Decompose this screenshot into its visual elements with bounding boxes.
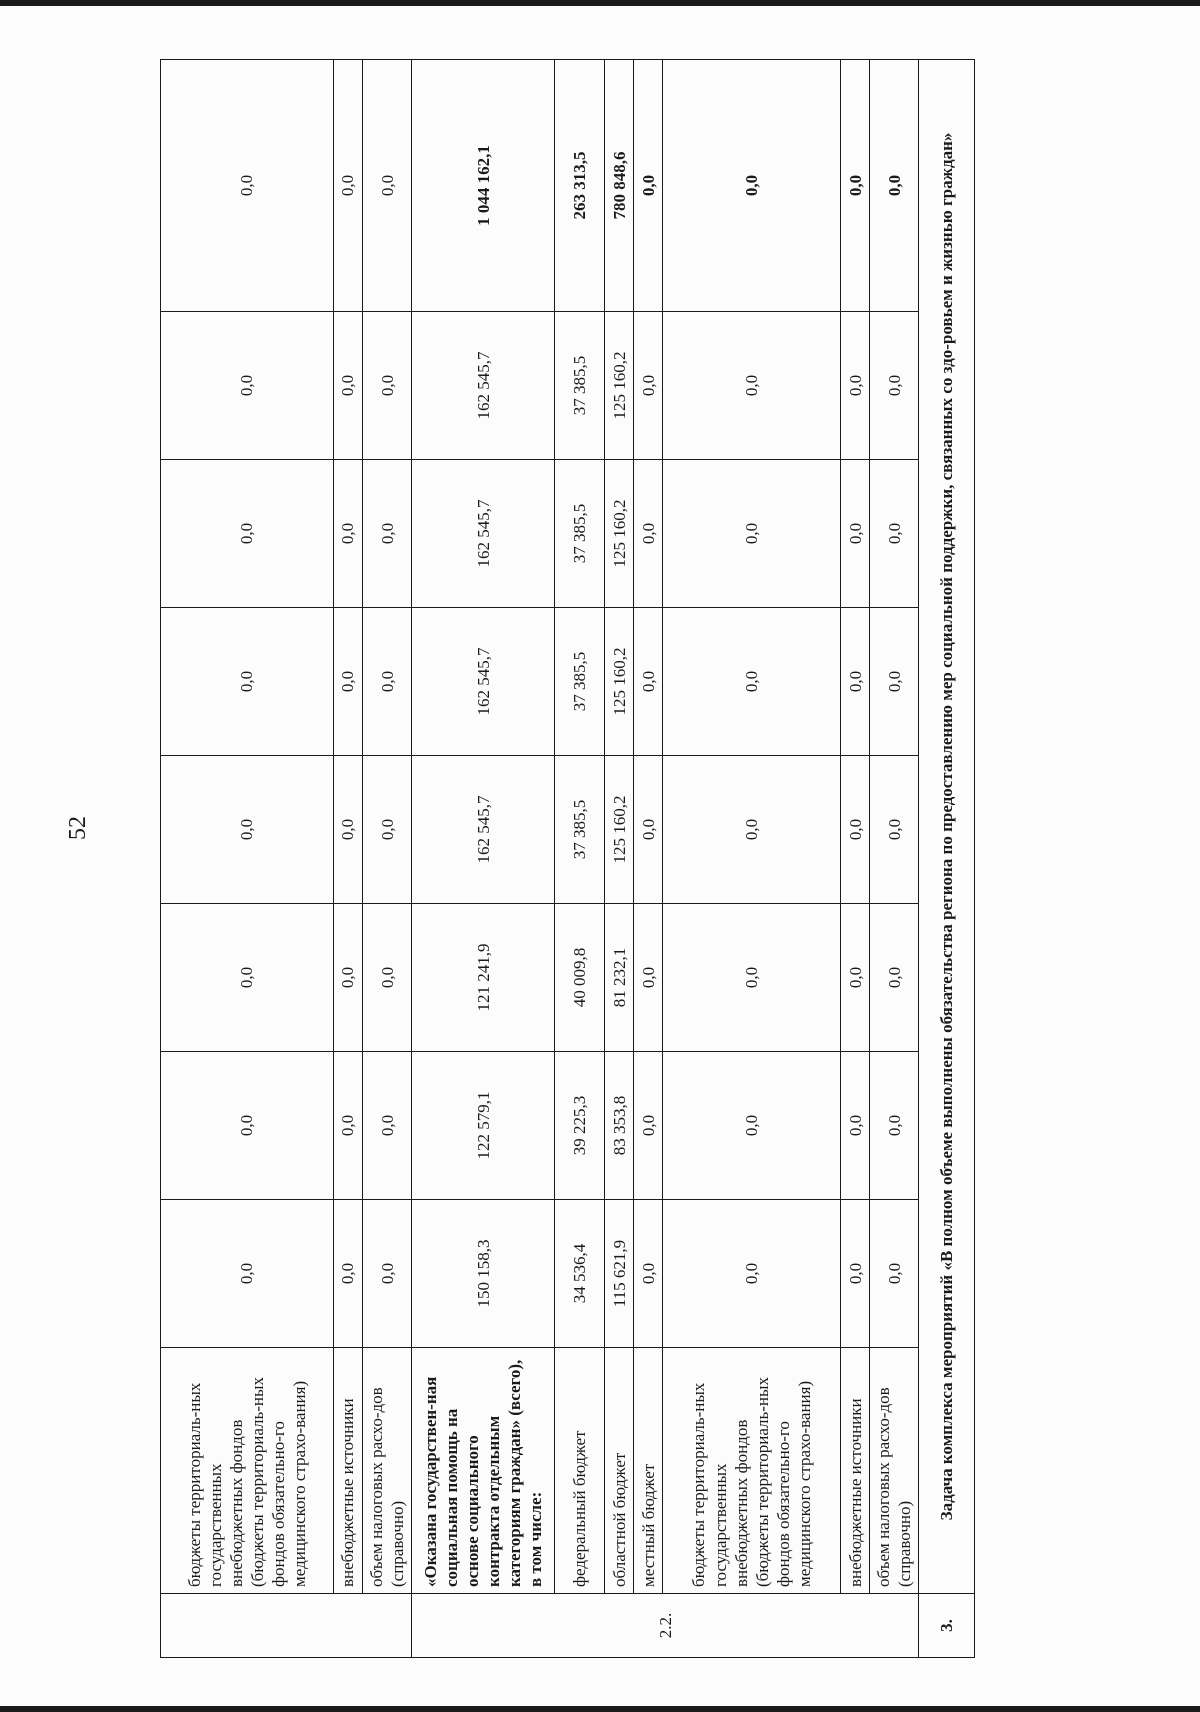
value-cell: 0,0: [870, 1200, 919, 1348]
top-border-line: [0, 0, 1200, 6]
value-cell: 0,0: [663, 460, 841, 608]
value-cell: 162 545,7: [412, 460, 555, 608]
value-cell: 0,0: [334, 312, 363, 460]
value-cell: 0,0: [841, 1052, 870, 1200]
table-row: [363, 60, 412, 1658]
value-cell: 0,0: [363, 1200, 412, 1348]
value-cell: 0,0: [334, 756, 363, 904]
value-cell: 780 848,6: [605, 60, 634, 312]
budget-table: [160, 59, 975, 1658]
value-cell: 0,0: [161, 460, 334, 608]
value-cell: 1 044 162,1: [412, 60, 555, 312]
value-cell: 0,0: [841, 756, 870, 904]
table-row: [555, 60, 605, 1658]
table-row: [334, 60, 363, 1658]
value-cell: 37 385,5: [555, 756, 605, 904]
row-label: федеральный бюджет: [555, 1348, 605, 1594]
value-cell: 0,0: [363, 312, 412, 460]
row-label: областной бюджет: [605, 1348, 634, 1594]
value-cell: 0,0: [161, 1200, 334, 1348]
value-cell: 0,0: [841, 608, 870, 756]
rotated-table-container: [160, 60, 996, 1658]
value-cell: 83 353,8: [605, 1052, 634, 1200]
value-cell: 0,0: [663, 756, 841, 904]
value-cell: 162 545,7: [412, 756, 555, 904]
value-cell: 34 536,4: [555, 1200, 605, 1348]
value-cell: 0,0: [634, 312, 663, 460]
value-cell: 37 385,5: [555, 460, 605, 608]
task-number: 3.: [919, 1594, 975, 1658]
table-row: [605, 60, 634, 1658]
value-cell: 263 313,5: [555, 60, 605, 312]
value-cell: 0,0: [870, 312, 919, 460]
value-cell: 0,0: [334, 1052, 363, 1200]
row-label: объем налоговых расхо-дов (справочно): [363, 1348, 412, 1594]
value-cell: 0,0: [334, 904, 363, 1052]
value-cell: 0,0: [334, 608, 363, 756]
value-cell: 0,0: [841, 312, 870, 460]
value-cell: 37 385,5: [555, 608, 605, 756]
value-cell: 0,0: [363, 904, 412, 1052]
value-cell: 0,0: [363, 460, 412, 608]
value-cell: 162 545,7: [412, 312, 555, 460]
value-cell: 0,0: [870, 904, 919, 1052]
row-label: внебюджетные источники: [334, 1348, 363, 1594]
row-number-cell: [161, 1594, 412, 1658]
value-cell: 40 009,8: [555, 904, 605, 1052]
bottom-border-line: [0, 1706, 1200, 1712]
row-label: объем налоговых расхо-дов (справочно): [870, 1348, 919, 1594]
value-cell: 0,0: [663, 312, 841, 460]
value-cell: 125 160,2: [605, 756, 634, 904]
value-cell: 0,0: [634, 756, 663, 904]
row-number-cell: 2.2.: [412, 1594, 919, 1658]
table-row: [870, 60, 919, 1658]
value-cell: 0,0: [841, 460, 870, 608]
value-cell: 0,0: [363, 1052, 412, 1200]
value-cell: 81 232,1: [605, 904, 634, 1052]
row-label: бюджеты территориаль-ных государственных внебюджетных фондов (бюджеты территориаль-ных фондов обязательно-го медицинского страхо-вания): [663, 1348, 841, 1594]
value-cell: 0,0: [841, 60, 870, 312]
value-cell: 0,0: [634, 904, 663, 1052]
value-cell: 0,0: [363, 608, 412, 756]
value-cell: 0,0: [161, 756, 334, 904]
value-cell: 0,0: [663, 1200, 841, 1348]
value-cell: 0,0: [161, 1052, 334, 1200]
value-cell: 150 158,3: [412, 1200, 555, 1348]
value-cell: 37 385,5: [555, 312, 605, 460]
value-cell: 125 160,2: [605, 608, 634, 756]
table-row: [841, 60, 870, 1658]
value-cell: 0,0: [870, 1052, 919, 1200]
value-cell: 0,0: [870, 756, 919, 904]
value-cell: 39 225,3: [555, 1052, 605, 1200]
value-cell: 0,0: [634, 1200, 663, 1348]
task-title: Задача комплекса мероприятий «В полном объеме выполнены обязательства региона по предоставлению мер социальной поддержки, связанных со здо-ровьем и жизнью граждан»: [919, 60, 975, 1594]
value-cell: 0,0: [663, 60, 841, 312]
value-cell: 0,0: [870, 60, 919, 312]
value-cell: 162 545,7: [412, 608, 555, 756]
value-cell: 0,0: [663, 904, 841, 1052]
value-cell: 0,0: [634, 60, 663, 312]
row-label: местный бюджет: [634, 1348, 663, 1594]
value-cell: 0,0: [363, 756, 412, 904]
table-row: [663, 60, 841, 1658]
value-cell: 0,0: [663, 608, 841, 756]
value-cell: 0,0: [161, 60, 334, 312]
value-cell: 0,0: [870, 608, 919, 756]
page-number: 52: [64, 816, 91, 840]
value-cell: 0,0: [334, 1200, 363, 1348]
row-label: бюджеты территориаль-ных государственных внебюджетных фондов (бюджеты территориаль-ных фондов обязательно-го медицинского страхо-вания): [161, 1348, 334, 1594]
value-cell: 0,0: [334, 60, 363, 312]
value-cell: 0,0: [841, 904, 870, 1052]
value-cell: 0,0: [663, 1052, 841, 1200]
value-cell: 0,0: [634, 460, 663, 608]
row-label: внебюджетные источники: [841, 1348, 870, 1594]
value-cell: 121 241,9: [412, 904, 555, 1052]
value-cell: 0,0: [161, 312, 334, 460]
value-cell: 122 579,1: [412, 1052, 555, 1200]
value-cell: 0,0: [634, 1052, 663, 1200]
value-cell: 0,0: [334, 460, 363, 608]
table-row: [161, 60, 334, 1658]
task-row: [919, 60, 975, 1658]
value-cell: 0,0: [161, 608, 334, 756]
value-cell: 0,0: [870, 460, 919, 608]
table-row: [634, 60, 663, 1658]
value-cell: 0,0: [841, 1200, 870, 1348]
value-cell: 0,0: [161, 904, 334, 1052]
table-row: [412, 60, 555, 1658]
value-cell: 125 160,2: [605, 460, 634, 608]
value-cell: 0,0: [363, 60, 412, 312]
value-cell: 0,0: [634, 608, 663, 756]
row-label: «Оказана государствен-ная социальная помощь на основе социального контракта отдельным категориям граждан» (всего), в том числе:: [412, 1348, 555, 1594]
value-cell: 115 621,9: [605, 1200, 634, 1348]
value-cell: 125 160,2: [605, 312, 634, 460]
